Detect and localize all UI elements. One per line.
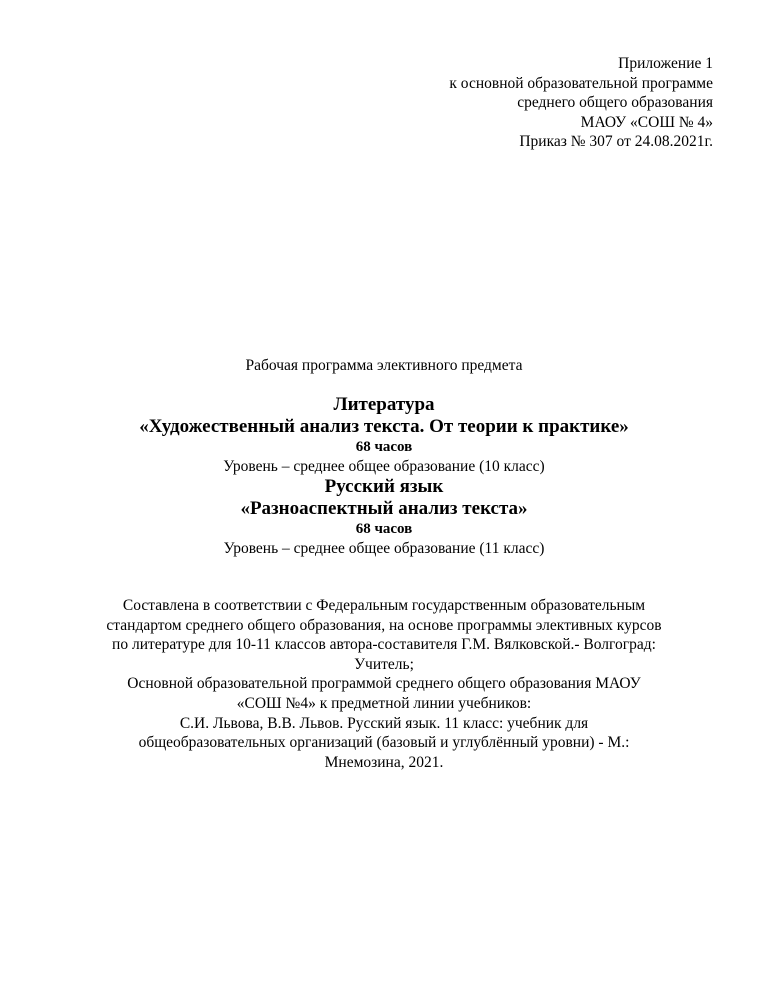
program-type: Рабочая программа элективного предмета (245, 357, 523, 374)
courses-block (0, 394, 768, 558)
compiled-line: «СОШ №4» к предметной линии учебников: (236, 694, 532, 712)
course-level: Уровень – среднее общее образование (10 класс) (223, 458, 545, 475)
appendix-line: Приказ № 307 от 24.08.2021г. (519, 133, 713, 150)
course-name: «Художественный анализ текста. От теории к практике» (139, 416, 629, 437)
course-subject: Русский язык (324, 476, 444, 497)
course-hours: 68 часов (355, 439, 413, 455)
course-russian (0, 476, 768, 558)
compiled-line: Составлена в соответствии с Федеральным государственным образовательным (122, 597, 646, 614)
appendix-line: к основной образовательной программе (449, 74, 713, 92)
appendix-line: МАОУ «СОШ № 4» (580, 113, 713, 131)
compiled-line: С.И. Львова, В.В. Львов. Русский язык. 11 класс: учебник для (179, 714, 589, 732)
compiled-line: общеобразовательных организаций (базовый и углублённый уровни) - М.: (138, 734, 630, 752)
course-level: Уровень – среднее общее образование (11 класс) (223, 540, 545, 557)
appendix-header (449, 54, 713, 152)
compiled-line: Учитель; (354, 655, 414, 673)
course-subject: Литература (333, 394, 435, 415)
course-name: «Разноаспектный анализ текста» (240, 498, 528, 519)
compiled-line: по литературе для 10-11 классов автора-составителя Г.М. Вялковской.- Волгоград: (112, 636, 656, 654)
course-literature (0, 394, 768, 476)
compiled-line: стандартом среднего общего образования, на основе программы элективных курсов (106, 616, 662, 634)
appendix-line: среднего общего образования (517, 94, 713, 111)
compiled-statement (0, 596, 768, 772)
compiled-line: Основной образовательной программой среднего общего образования МАОУ (127, 675, 641, 693)
compiled-line: Мнемозина, 2021. (324, 753, 444, 771)
course-hours: 68 часов (355, 521, 413, 537)
appendix-line: Приложение 1 (618, 55, 713, 72)
